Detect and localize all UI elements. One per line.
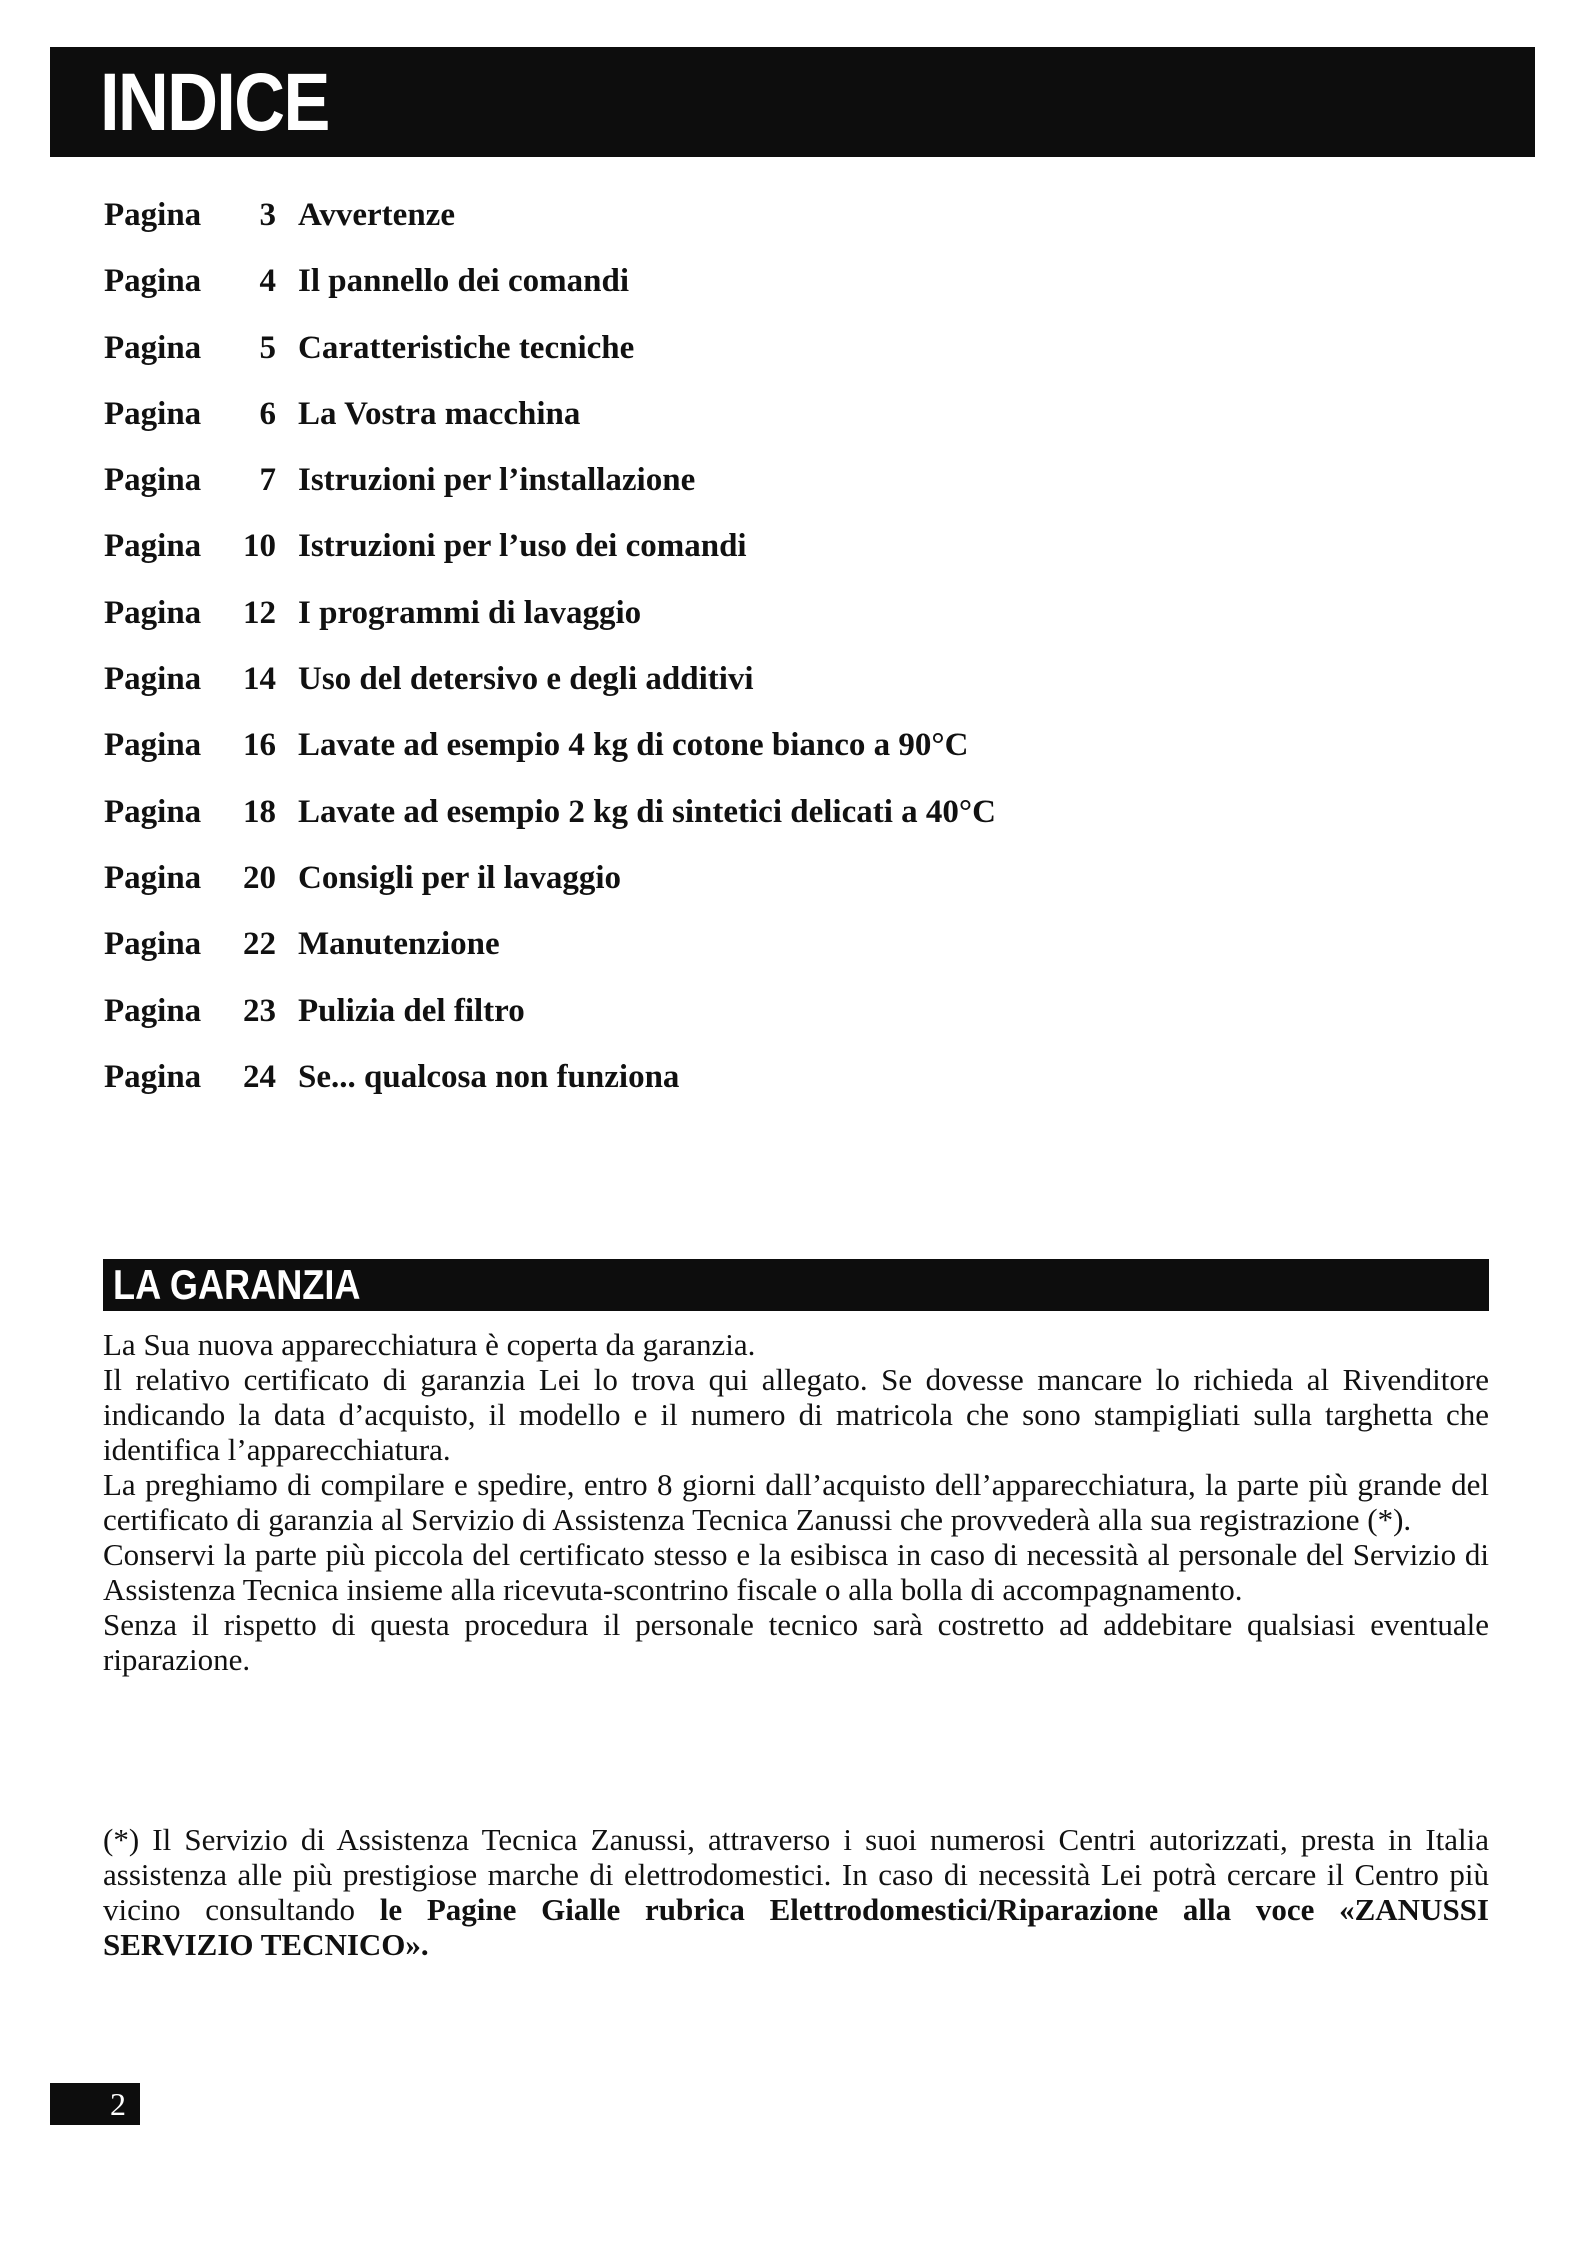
page-number: 2 — [110, 2086, 126, 2122]
toc-title: Se... qualcosa non funziona — [298, 1058, 680, 1095]
toc-page-number: 5 — [259, 329, 276, 366]
toc-prefix: Pagina — [104, 263, 202, 300]
footnote-emphasis: le Pagine Gialle rubrica Elettrodomestici/Riparazione alla voce «ZANUSSI SERVIZIO TECNICO». — [103, 1892, 1489, 1962]
warranty-paragraph: Conservi la parte più piccola del certificato stesso e la esibisca in caso di necessità al personale del Servizio di Assistenza Tecnica insieme alla ricevuta-scontrino fiscale o alla bolla di accompagnamento. — [103, 1537, 1489, 1607]
footnote-text: (*) Il Servizio di Assistenza Tecnica Zanussi, attraverso i suoi numerosi Centri autorizzati, presta in Italia assistenza alle più prestigiose marche di elettrodomestici. In caso di necessità Lei potrà cercare il Centro più vicino consultando — [103, 1822, 1489, 1927]
toc-page-number: 7 — [259, 462, 276, 499]
toc-page-number: 18 — [243, 793, 276, 830]
toc-prefix: Pagina — [104, 329, 202, 366]
toc-prefix: Pagina — [104, 926, 202, 963]
toc-title: Avvertenze — [298, 197, 455, 233]
toc-page-number: 24 — [243, 1058, 276, 1095]
page-title: INDICE — [100, 57, 329, 148]
toc-title: Uso del detersivo e degli additivi — [298, 661, 754, 698]
toc-prefix: Pagina — [104, 462, 202, 499]
page-number-tab — [50, 2083, 140, 2125]
toc-title: I programmi di lavaggio — [298, 594, 642, 631]
toc-prefix: Pagina — [104, 594, 202, 631]
toc-page-number: 14 — [243, 661, 276, 698]
toc-page-number: 20 — [243, 859, 276, 896]
toc-page-number: 10 — [243, 528, 276, 565]
toc-title: Caratteristiche tecniche — [298, 329, 635, 366]
toc-page-number: 22 — [243, 926, 276, 963]
toc-prefix: Pagina — [104, 528, 202, 565]
toc-page-number: 12 — [243, 594, 276, 631]
toc-prefix: Pagina — [104, 661, 202, 698]
toc-prefix: Pagina — [104, 793, 202, 830]
toc-page-number: 16 — [243, 727, 276, 764]
toc-prefix: Pagina — [104, 859, 202, 896]
warranty-paragraph: Senza il rispetto di questa procedura il personale tecnico sarà costretto ad addebitare qualsiasi eventuale riparazione. — [103, 1607, 1489, 1677]
toc-title: Istruzioni per l’installazione — [298, 462, 696, 499]
toc-title: Manutenzione — [298, 926, 500, 963]
toc-prefix: Pagina — [104, 992, 202, 1029]
toc-title: Istruzioni per l’uso dei comandi — [298, 528, 747, 565]
toc-prefix: Pagina — [104, 1058, 202, 1095]
toc-page-number: 3 — [259, 197, 276, 233]
toc-title: Consigli per il lavaggio — [298, 859, 622, 896]
toc-page-number: 23 — [243, 992, 276, 1029]
toc-title: Pulizia del filtro — [298, 992, 525, 1029]
toc-title: Il pannello dei comandi — [298, 263, 629, 300]
toc-prefix: Pagina — [104, 197, 202, 233]
warranty-paragraph: La preghiamo di compilare e spedire, entro 8 giorni dall’acquisto dell’apparecchiatura, la parte più grande del certificato di garanzia al Servizio di Assistenza Tecnica Zanussi che provvederà alla sua registrazione (*). — [103, 1467, 1489, 1537]
warranty-paragraph: Il relativo certificato di garanzia Lei lo trova qui allegato. Se dovesse mancare lo richieda al Rivenditore indicando la data d’acquisto, il modello e il numero di matricola che sono stampigliati sulla targhetta che identifica l’apparecchiatura. — [103, 1362, 1489, 1467]
warranty-footnote — [103, 1822, 1489, 1962]
toc-title: Lavate ad esempio 2 kg di sintetici delicati a 40°C — [298, 793, 996, 830]
warranty-heading-bar — [103, 1259, 1489, 1311]
toc-title: Lavate ad esempio 4 kg di cotone bianco a 90°C — [298, 727, 969, 764]
toc-page-number: 4 — [259, 263, 276, 300]
index-banner — [50, 47, 1535, 157]
warranty-paragraph: La Sua nuova apparecchiatura è coperta da garanzia. — [103, 1327, 756, 1362]
toc-page-number: 6 — [259, 395, 276, 432]
toc-prefix: Pagina — [104, 395, 202, 432]
warranty-text — [103, 1327, 1489, 1677]
toc-title: La Vostra macchina — [298, 395, 581, 432]
warranty-heading: LA GARANZIA — [113, 1261, 361, 1308]
toc-prefix: Pagina — [104, 727, 202, 764]
